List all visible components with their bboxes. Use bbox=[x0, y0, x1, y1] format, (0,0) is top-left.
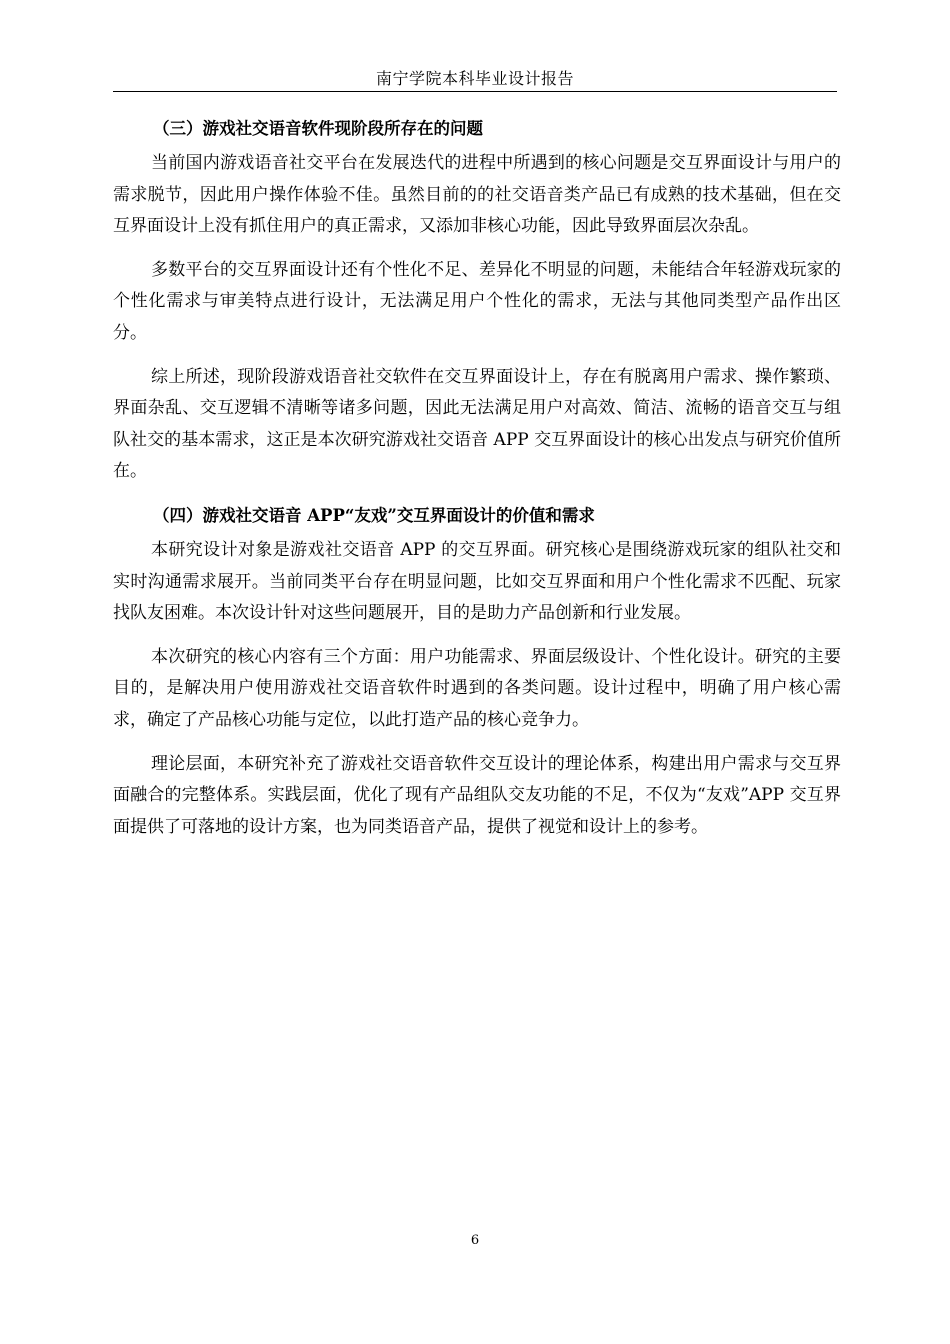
paragraph: 当前国内游戏语音社交平台在发展迭代的进程中所遇到的核心问题是交互界面设计与用户的需求脱节，因此用户操作体验不佳。虽然目前的的社交语音类产品已有成熟的技术基础，但在交互界面设计上没有抓住用户的真正需求，又添加非核心功能，因此导致界面层次杂乱。 bbox=[113, 153, 841, 237]
section-heading: （四）游戏社交语音 APP“友戏”交互界面设计的价值和需求 bbox=[153, 505, 595, 525]
section-value-and-needs bbox=[113, 500, 841, 843]
paragraph: 本次研究的核心内容有三个方面：用户功能需求、界面层级设计、个性化设计。研究的主要目的，是解决用户使用游戏社交语音软件时遇到的各类问题。设计过程中，明确了用户核心需求，确定了产品核心功能与定位，以此打造产品的核心竞争力。 bbox=[113, 646, 841, 730]
body-text bbox=[113, 113, 841, 855]
running-header: 南宁学院本科毕业设计报告 bbox=[375, 69, 574, 88]
paragraph: 理论层面，本研究补充了游戏社交语音软件交互设计的理论体系，构建出用户需求与交互界面融合的完整体系。实践层面，优化了现有产品组队交友功能的不足，不仅为“友戏”APP 交互界面提供了可落地的设计方案，也为同类语音产品，提供了视觉和设计上的参考。 bbox=[113, 753, 841, 837]
header-rule bbox=[113, 91, 837, 92]
paragraph: 多数平台的交互界面设计还有个性化不足、差异化不明显的问题，未能结合年轻游戏玩家的个性化需求与审美特点进行设计，无法满足用户个性化的需求，无法与其他同类型产品作出区分。 bbox=[113, 259, 841, 343]
section-heading: （三）游戏社交语音软件现阶段所存在的问题 bbox=[153, 119, 483, 138]
paragraph: 本研究设计对象是游戏社交语音 APP 的交互界面。研究核心是围绕游戏玩家的组队社交和实时沟通需求展开。当前同类平台存在明显问题，比如交互界面和用户个性化需求不匹配、玩家找队友困难。本次设计针对这些问题展开，目的是助力产品创新和行业发展。 bbox=[113, 539, 841, 624]
section-problems bbox=[113, 113, 841, 488]
page-number: 6 bbox=[470, 1233, 480, 1248]
paragraph: 综上所述，现阶段游戏语音社交软件在交互界面设计上，存在有脱离用户需求、操作繁琐、界面杂乱、交互逻辑不清晰等诸多问题，因此无法满足用户对高效、简洁、流畅的语音交互与组队社交的基本需求，这正是本次研究游戏社交语音 APP 交互界面设计的核心出发点与研究价值所在。 bbox=[113, 366, 841, 482]
